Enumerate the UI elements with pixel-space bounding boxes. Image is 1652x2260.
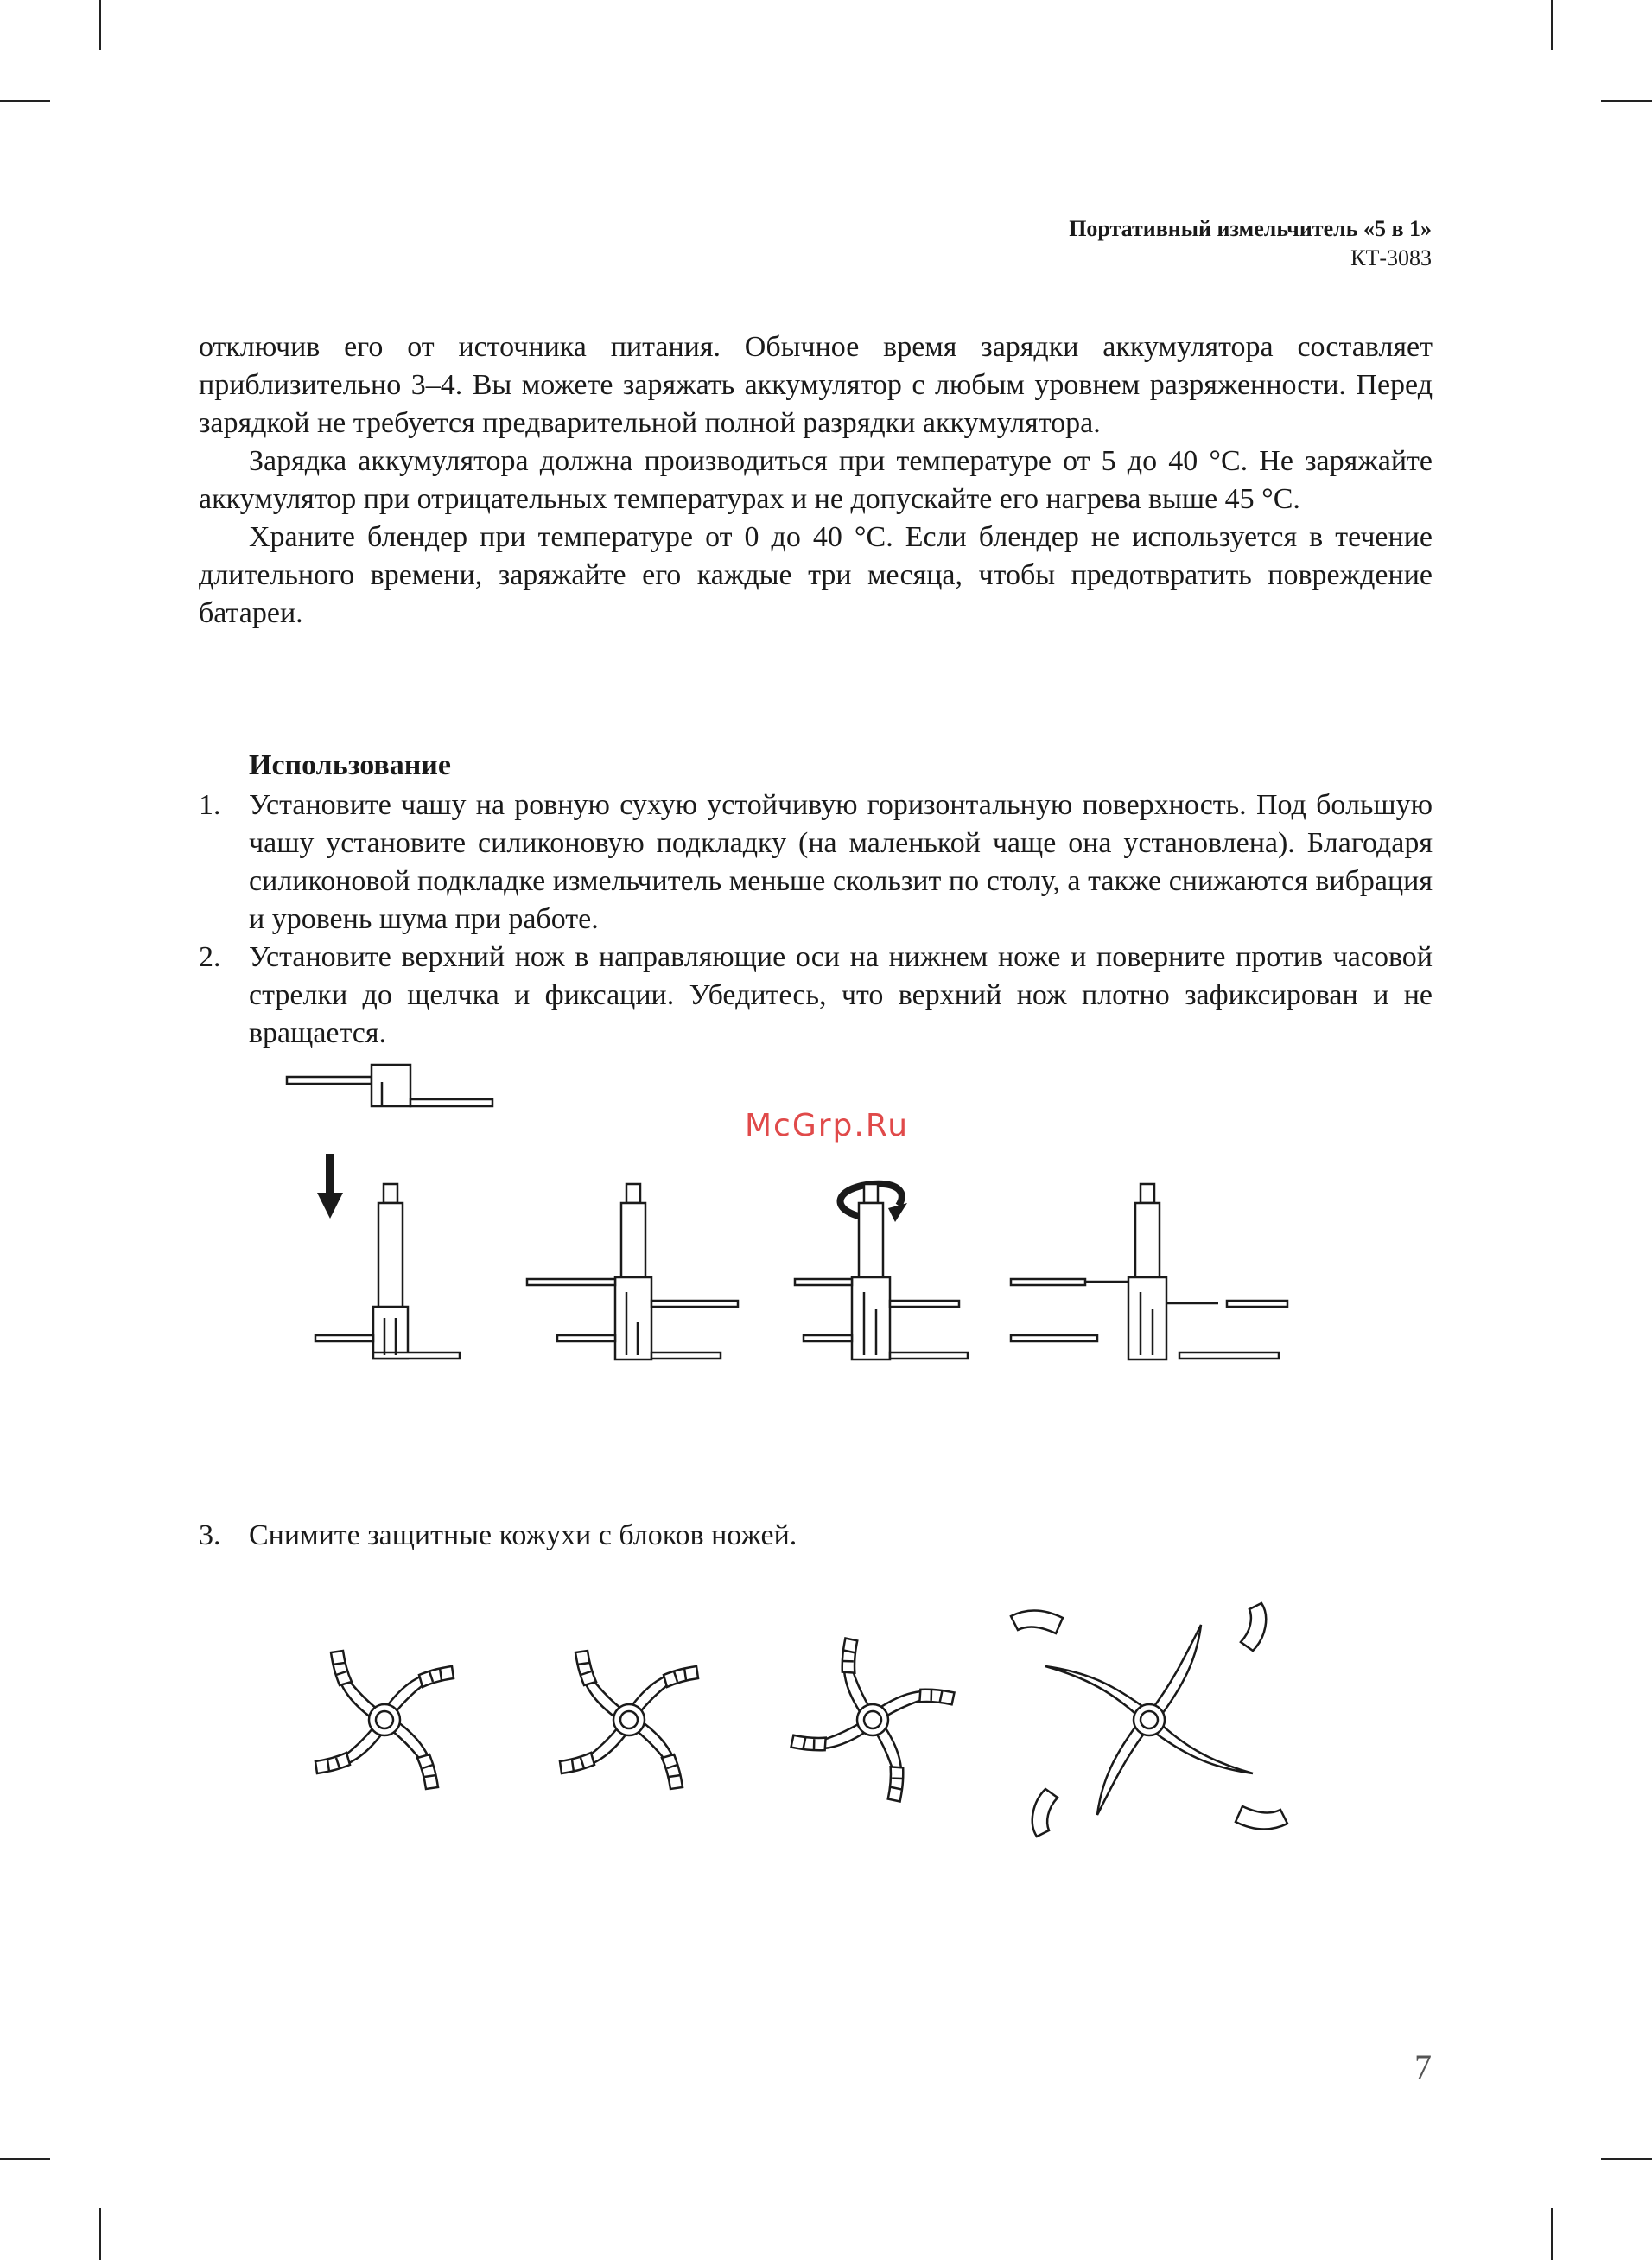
steps-list-b xyxy=(199,1517,1433,1555)
blade-unit-4 xyxy=(1011,1603,1287,1837)
body-text xyxy=(199,328,1433,633)
list-item-number: 2. xyxy=(199,941,221,973)
crop-mark xyxy=(1551,2208,1553,2260)
watermark: McGrp.Ru xyxy=(745,1108,910,1143)
paragraph: Храните блендер при температуре от 0 до 40 °С. Если блендер не используется в течение длительного времени, заряжайте его каждые три месяца, чтобы предотвратить повреждение батареи. xyxy=(199,521,1433,629)
header-model: КТ-3083 xyxy=(1350,245,1432,271)
blade-unit-1 xyxy=(315,1651,454,1789)
crop-mark xyxy=(0,2158,50,2160)
assembly-panel-4 xyxy=(1011,1184,1287,1359)
crop-mark xyxy=(1601,100,1652,102)
crop-mark xyxy=(1551,0,1553,50)
crop-mark xyxy=(99,0,101,50)
section-title: Использование xyxy=(249,749,451,781)
list-item-text: Установите чашу на ровную сухую устойчивую горизонтальную поверхность. Под большую чашу установите силиконовую подкладку (на маленькой чаще она установлена). Благодаря силиконовой подкладке измельчитель меньше скользит по столу, а также снижаются вибрация и уровень шума при работе. xyxy=(249,789,1433,935)
list-item xyxy=(199,939,1433,1053)
list-item-text: Установите верхний нож в направляющие оси на нижнем ноже и поверните против часовой стрелки до щелчка и фиксации. Убедитесь, что верхний нож плотно зафиксирован и не вращается. xyxy=(249,941,1433,1049)
crop-mark xyxy=(0,100,50,102)
paragraph: Зарядка аккумулятора должна производиться при температуре от 5 до 40 °С. Не заряжайте аккумулятор при отрицательных температурах и не допускайте его нагрева выше 45 °С. xyxy=(199,445,1433,515)
assembly-panel-2 xyxy=(527,1184,738,1359)
steps-list-a xyxy=(199,786,1433,1053)
header-title: Портативный измельчитель «5 в 1» xyxy=(1069,216,1432,241)
crop-mark xyxy=(1601,2158,1652,2160)
list-item xyxy=(199,1517,1433,1555)
list-item xyxy=(199,786,1433,939)
paragraph: отключив его от источника питания. Обычное время зарядки аккумулятора составляет приблизительно 3–4. Вы можете заряжать аккумулятор с любым уровнем разряженности. Перед зарядкой не требуется предварительной полной разрядки аккумулятора. xyxy=(199,331,1433,439)
crop-mark xyxy=(99,2208,101,2260)
assembly-panel-1 xyxy=(287,1065,492,1359)
list-item-number: 3. xyxy=(199,1519,221,1551)
running-header xyxy=(1069,214,1432,273)
blade-unit-3 xyxy=(790,1637,956,1804)
blade-cover-diagram-icon xyxy=(276,1573,1313,1867)
list-item-text: Снимите защитные кожухи с блоков ножей. xyxy=(249,1519,797,1551)
assembly-panel-3 xyxy=(795,1184,968,1359)
blade-assembly-diagram-icon xyxy=(276,1063,1313,1383)
blade-unit-2 xyxy=(560,1651,698,1789)
page-number: 7 xyxy=(1414,2047,1432,2086)
list-item-number: 1. xyxy=(199,789,221,821)
